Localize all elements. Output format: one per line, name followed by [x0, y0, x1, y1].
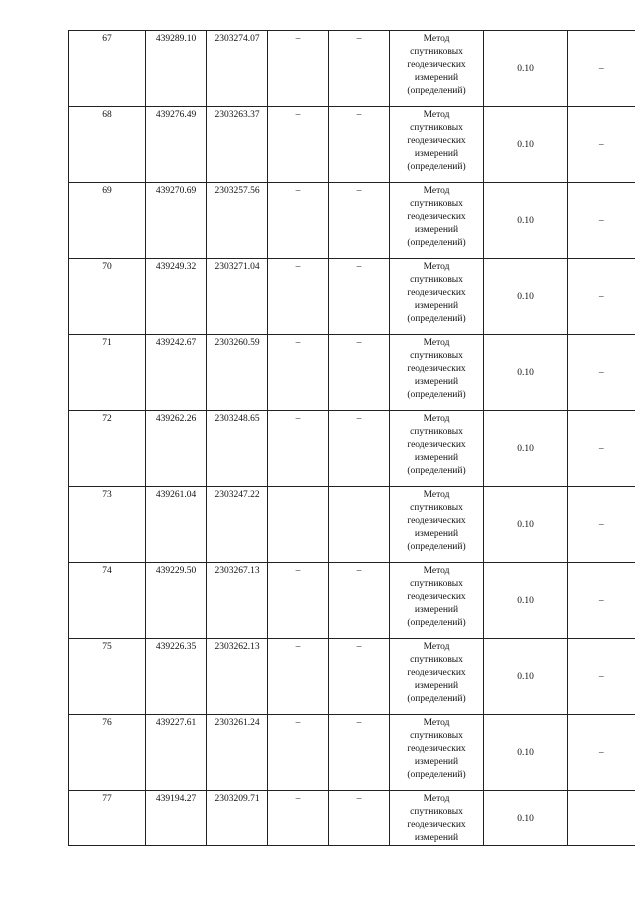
- method-line: (определений): [407, 618, 466, 628]
- method-cell: [390, 259, 484, 335]
- x-coordinate-cell: 439226.35: [146, 639, 207, 715]
- method-line: Метод: [423, 490, 450, 500]
- column-4-cell: –: [268, 791, 329, 846]
- method-cell: [390, 639, 484, 715]
- method-cell: [390, 791, 484, 846]
- table-row: [69, 563, 635, 639]
- method-line: (определений): [407, 314, 466, 324]
- method-line: спутниковых: [410, 123, 463, 133]
- method-line: спутниковых: [410, 47, 463, 57]
- method-line: геодезических: [407, 668, 466, 678]
- column-8-cell: –: [568, 639, 635, 715]
- x-coordinate-cell: 439270.69: [146, 183, 207, 259]
- method-cell: [390, 183, 484, 259]
- column-4-cell: –: [268, 563, 329, 639]
- table-row: [69, 715, 635, 791]
- method-line: геодезических: [407, 364, 466, 374]
- y-coordinate-cell: 2303257.56: [207, 183, 268, 259]
- method-cell: [390, 107, 484, 183]
- method-line: (определений): [407, 466, 466, 476]
- precision-cell: 0.10: [484, 639, 568, 715]
- precision-cell: 0.10: [484, 107, 568, 183]
- column-5-cell: –: [329, 259, 390, 335]
- method-line: (определений): [407, 542, 466, 552]
- point-number-cell: 74: [69, 563, 146, 639]
- precision-cell: 0.10: [484, 183, 568, 259]
- x-coordinate-cell: 439249.32: [146, 259, 207, 335]
- precision-cell: 0.10: [484, 487, 568, 563]
- method-line: (определений): [407, 770, 466, 780]
- y-coordinate-cell: 2303262.13: [207, 639, 268, 715]
- method-line: Метод: [423, 642, 450, 652]
- method-line: измерений: [414, 681, 459, 691]
- method-line: измерений: [414, 453, 459, 463]
- x-coordinate-cell: 439227.61: [146, 715, 207, 791]
- method-line: геодезических: [407, 744, 466, 754]
- x-coordinate-cell: 439276.49: [146, 107, 207, 183]
- point-number-cell: 72: [69, 411, 146, 487]
- precision-cell: 0.10: [484, 259, 568, 335]
- method-line: Метод: [423, 566, 450, 576]
- table-row: [69, 791, 635, 846]
- column-4-cell: –: [268, 259, 329, 335]
- method-line: (определений): [407, 162, 466, 172]
- method-line: геодезических: [407, 288, 466, 298]
- method-line: геодезических: [407, 820, 466, 830]
- method-cell: [390, 563, 484, 639]
- y-coordinate-cell: 2303267.13: [207, 563, 268, 639]
- column-8-cell: –: [568, 487, 635, 563]
- method-line: измерений: [414, 377, 459, 387]
- method-line: Метод: [423, 186, 450, 196]
- point-number-cell: 70: [69, 259, 146, 335]
- method-line: Метод: [423, 262, 450, 272]
- column-5-cell: –: [329, 107, 390, 183]
- point-number-cell: 76: [69, 715, 146, 791]
- coordinates-table: [68, 30, 635, 846]
- method-line: измерений: [414, 529, 459, 539]
- method-line: измерений: [414, 149, 459, 159]
- method-line: спутниковых: [410, 275, 463, 285]
- column-5-cell: –: [329, 563, 390, 639]
- column-5-cell: –: [329, 183, 390, 259]
- point-number-cell: 75: [69, 639, 146, 715]
- method-line: (определений): [407, 694, 466, 704]
- column-5-cell: –: [329, 31, 390, 107]
- method-line: спутниковых: [410, 579, 463, 589]
- method-line: спутниковых: [410, 807, 463, 817]
- y-coordinate-cell: 2303261.24: [207, 715, 268, 791]
- column-8-cell: –: [568, 335, 635, 411]
- method-line: измерений: [414, 757, 459, 767]
- method-line: Метод: [423, 718, 450, 728]
- column-8-cell: –: [568, 411, 635, 487]
- x-coordinate-cell: 439289.10: [146, 31, 207, 107]
- y-coordinate-cell: 2303209.71: [207, 791, 268, 846]
- precision-cell: 0.10: [484, 411, 568, 487]
- precision-cell: 0.10: [484, 715, 568, 791]
- method-line: измерений: [414, 225, 459, 235]
- table-row: [69, 259, 635, 335]
- y-coordinate-cell: 2303271.04: [207, 259, 268, 335]
- column-5-cell: –: [329, 335, 390, 411]
- column-8-cell: –: [568, 31, 635, 107]
- table-row: [69, 335, 635, 411]
- table-row: [69, 183, 635, 259]
- precision-cell: 0.10: [484, 791, 568, 846]
- method-line: Метод: [423, 794, 450, 804]
- y-coordinate-cell: 2303248.65: [207, 411, 268, 487]
- method-line: (определений): [407, 238, 466, 248]
- table-row: [69, 107, 635, 183]
- method-line: спутниковых: [410, 731, 463, 741]
- point-number-cell: 67: [69, 31, 146, 107]
- table-row: [69, 639, 635, 715]
- method-line: измерений: [414, 833, 459, 843]
- point-number-cell: 68: [69, 107, 146, 183]
- column-4-cell: –: [268, 715, 329, 791]
- column-5-cell: –: [329, 639, 390, 715]
- column-8-cell: –: [568, 715, 635, 791]
- x-coordinate-cell: 439242.67: [146, 335, 207, 411]
- method-line: спутниковых: [410, 351, 463, 361]
- point-number-cell: 69: [69, 183, 146, 259]
- column-4-cell: [268, 487, 329, 563]
- method-cell: [390, 715, 484, 791]
- method-line: геодезических: [407, 592, 466, 602]
- table-row: [69, 31, 635, 107]
- method-line: Метод: [423, 110, 450, 120]
- column-5-cell: –: [329, 791, 390, 846]
- method-line: спутниковых: [410, 427, 463, 437]
- method-line: измерений: [414, 301, 459, 311]
- method-line: измерений: [414, 605, 459, 615]
- method-line: геодезических: [407, 212, 466, 222]
- precision-cell: 0.10: [484, 31, 568, 107]
- y-coordinate-cell: 2303260.59: [207, 335, 268, 411]
- column-4-cell: –: [268, 183, 329, 259]
- column-5-cell: –: [329, 715, 390, 791]
- y-coordinate-cell: 2303247.22: [207, 487, 268, 563]
- table-row: [69, 487, 635, 563]
- column-5-cell: [329, 487, 390, 563]
- method-line: Метод: [423, 338, 450, 348]
- table-body: [69, 31, 635, 846]
- precision-cell: 0.10: [484, 563, 568, 639]
- point-number-cell: 73: [69, 487, 146, 563]
- method-cell: [390, 335, 484, 411]
- method-line: геодезических: [407, 516, 466, 526]
- x-coordinate-cell: 439194.27: [146, 791, 207, 846]
- column-8-cell: –: [568, 107, 635, 183]
- method-cell: [390, 411, 484, 487]
- method-line: спутниковых: [410, 199, 463, 209]
- method-cell: [390, 487, 484, 563]
- point-number-cell: 71: [69, 335, 146, 411]
- method-line: геодезических: [407, 60, 466, 70]
- point-number-cell: 77: [69, 791, 146, 846]
- method-line: (определений): [407, 86, 466, 96]
- method-line: (определений): [407, 390, 466, 400]
- column-4-cell: –: [268, 107, 329, 183]
- column-8-cell: –: [568, 563, 635, 639]
- x-coordinate-cell: 439262.26: [146, 411, 207, 487]
- column-4-cell: –: [268, 31, 329, 107]
- method-line: спутниковых: [410, 503, 463, 513]
- column-8-cell: [568, 791, 635, 846]
- method-line: спутниковых: [410, 655, 463, 665]
- x-coordinate-cell: 439261.04: [146, 487, 207, 563]
- method-line: геодезических: [407, 440, 466, 450]
- method-line: Метод: [423, 414, 450, 424]
- precision-cell: 0.10: [484, 335, 568, 411]
- method-cell: [390, 31, 484, 107]
- y-coordinate-cell: 2303274.07: [207, 31, 268, 107]
- method-line: геодезических: [407, 136, 466, 146]
- column-4-cell: –: [268, 411, 329, 487]
- y-coordinate-cell: 2303263.37: [207, 107, 268, 183]
- method-line: измерений: [414, 73, 459, 83]
- column-8-cell: –: [568, 259, 635, 335]
- method-line: Метод: [423, 34, 450, 44]
- table-row: [69, 411, 635, 487]
- column-8-cell: –: [568, 183, 635, 259]
- column-5-cell: –: [329, 411, 390, 487]
- column-4-cell: –: [268, 639, 329, 715]
- column-4-cell: –: [268, 335, 329, 411]
- x-coordinate-cell: 439229.50: [146, 563, 207, 639]
